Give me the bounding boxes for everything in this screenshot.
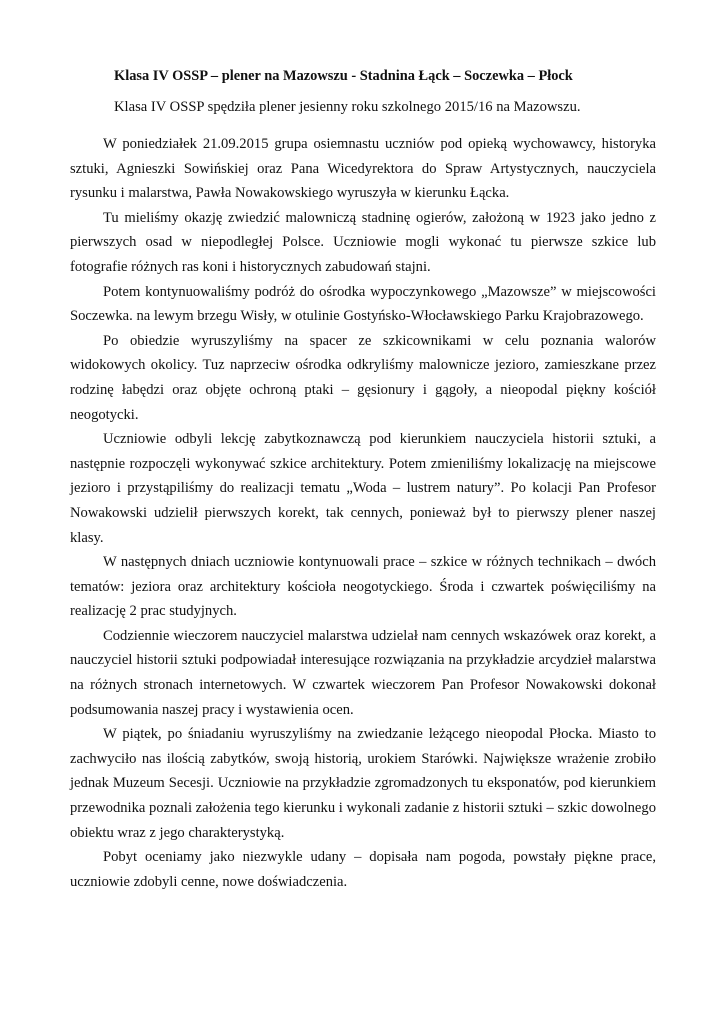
document-subtitle: Klasa IV OSSP spędziła plener jesienny roku szkolnego 2015/16 na Mazowszu. bbox=[114, 99, 581, 115]
document-body bbox=[70, 132, 656, 894]
paragraph-next-days: W następnych dniach uczniowie kontynuowali prace – szkice w różnych technikach – dwóch tematów: jeziora oraz architektury kościoła neogotyckiego. Środa i czwartek poświęciliśmy na realizację 2 prac studyjnych. bbox=[70, 554, 656, 620]
paragraph-soczewka: Potem kontynuowaliśmy podróż do ośrodka wypoczynkowego „Mazowsze” w miejscowości Soczewka. na lewym brzegu Wisły, w otulinie Gostyńsko-Włocławskiego Parku Krajobrazowego. bbox=[70, 283, 656, 325]
paragraph-evenings: Codziennie wieczorem nauczyciel malarstwa udzielał nam cennych wskazówek oraz korekt, a nauczyciel historii sztuki podpowiadał interesujące rozwiązania na przykładzie arcydzieł malarstwa na różnych stronach internetowych. W czwartek wieczorem Pan Profesor Nowakowski dokonał podsumowania naszej pracy i wystawienia ocen. bbox=[70, 627, 656, 718]
paragraph-stud-farm: Tu mieliśmy okazję zwiedzić malowniczą stadninę ogierów, założoną w 1923 jako jedno z pierwszych osad w niepodległej Polsce. Uczniowie mogli wykonać tu pierwsze szkice lub fotografie różnych ras koni i historycznych zabudowań stajni. bbox=[70, 209, 656, 275]
paragraph-lesson: Uczniowie odbyli lekcję zabytkoznawczą pod kierunkiem nauczyciela historii sztuki, a następnie rozpoczęli wykonywać szkice architektury. Potem zmieniliśmy lokalizację na miejscowe jezioro i przystąpiliśmy do realizacji tematu „Woda – lustrem natury”. Po kolacji Pan Profesor Nowakowski udzielił pierwszych korekt, tak cennych, ponieważ był to pierwszy plener naszej klasy. bbox=[70, 431, 656, 546]
document-title: Klasa IV OSSP – plener na Mazowszu - Stadnina Łąck – Soczewka – Płock bbox=[114, 68, 573, 84]
paragraph-departure: W poniedziałek 21.09.2015 grupa osiemnastu uczniów pod opieką wychowawcy, historyka sztuki, Agnieszki Sowińskiej oraz Pana Wicedyrektora do Spraw Artystycznych, nauczyciela rysunku i malarstwa, Pawła Nowakowskiego wyruszyła w kierunku Łącka. bbox=[70, 136, 656, 202]
paragraph-walk: Po obiedzie wyruszyliśmy na spacer ze szkicownikami w celu poznania walorów widokowych okolicy. Tuz naprzeciw ośrodka odkryliśmy malownicze jezioro, zamieszkane przez rodzinę łabędzi oraz objęte ochroną ptaki – gęsionury i gągoły, a nieopodal piękny kościół neogotycki. bbox=[70, 332, 656, 423]
paragraph-summary: Pobyt oceniamy jako niezwykle udany – dopisała nam pogoda, powstały piękne prace, uczniowie zdobyli cenne, nowe doświadczenia. bbox=[70, 849, 656, 890]
paragraph-plock: W piątek, po śniadaniu wyruszyliśmy na zwiedzanie leżącego nieopodal Płocka. Miasto to zachwyciło nas ilością zabytków, swoją historią, urokiem Starówki. Największe wrażenie zrobiło jednak Muzeum Secesji. Uczniowie na przykładzie zgromadzonych tu eksponatów, pod kierunkiem przewodnika poznali założenia tego kierunku i wykonali zadanie z historii sztuki – szkic dowolnego obiektu wraz z jego charakterystyką. bbox=[70, 726, 656, 841]
